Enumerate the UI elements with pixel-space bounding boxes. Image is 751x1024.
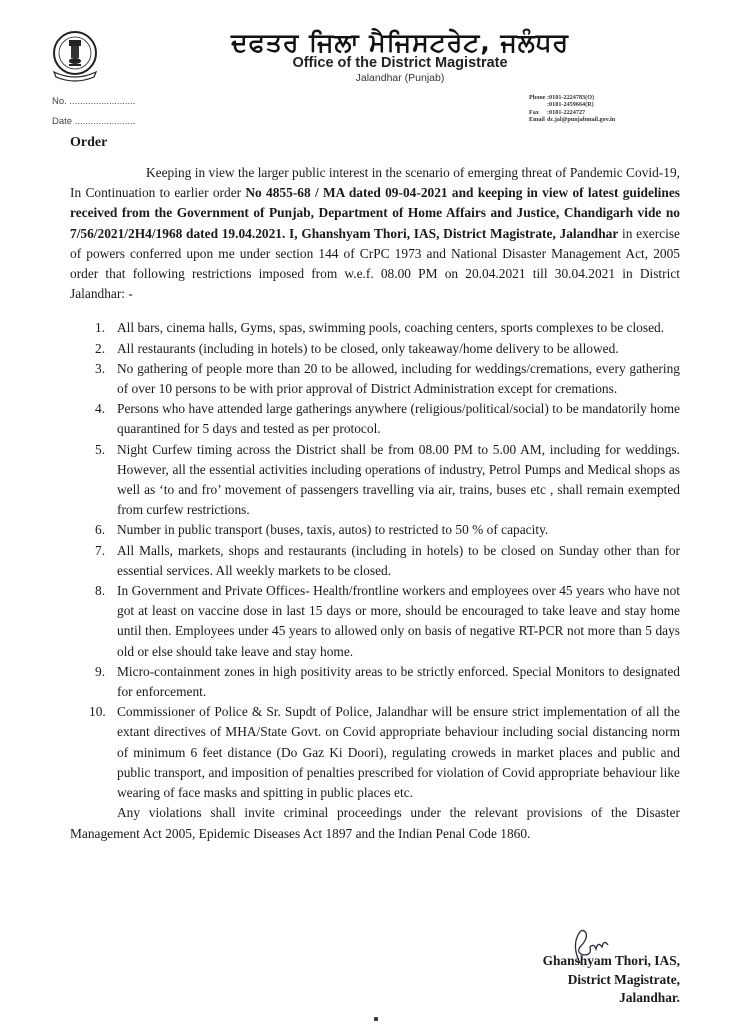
contact-value: dc.jal@punjabmail.gov.in [547, 116, 616, 124]
restriction-item [70, 541, 680, 581]
item-text: Micro-containment zones in high positivity areas to be strictly enforced. Special Monitors to designated for enforcement. [117, 663, 680, 700]
letterhead-title-english: Office of the District Magistrate [292, 55, 508, 71]
restriction-item [70, 318, 680, 338]
restrictions-list [70, 318, 680, 803]
contact-label [529, 101, 547, 108]
restriction-item [70, 399, 680, 439]
intro-text: Keeping in view the larger public interest in the scenario of emerging threat of Pandemic Covid-19, In Continuation to earlier order [70, 165, 680, 201]
item-text: Number in public transport (buses, taxis, autos) to restricted to 50 % of capacity. [117, 522, 549, 538]
order-body [70, 163, 680, 844]
item-text: In Government and Private Offices- Health/frontline workers and employees over 45 years who have not got at least on vaccine dose in last 15 days or more, should be encouraged to take leave and stay home until then. Employees under 45 years to allowed only on basis of negative RT-PCR not more than 5 days old or else should take leave and stay home. [117, 583, 680, 659]
restriction-item [70, 662, 680, 702]
contact-label: Email [529, 116, 545, 124]
restriction-item [70, 702, 680, 803]
signatory-place: Jalandhar. [619, 990, 680, 1005]
intro-text: in exercise of powers conferred upon me under section 144 of CrPC 1973 and National Disaster Management Act, 2005 order that following restrictions imposed from w.e.f. 08.00 PM on 20.04.2021 till 30.04.2021 in District Jalandhar: - [70, 225, 680, 302]
order-heading: Order [70, 135, 108, 150]
closing-paragraph: Any violations shall invite criminal proceedings under the relevant provisions of the Disaster Management Act 2005, Epidemic Diseases Act 1897 and the Indian Penal Code 1860. [70, 805, 680, 841]
item-text: Persons who have attended large gatherings anywhere (religious/political/social) to be mandatorily home quarantined for 5 days and tested as per protocol. [117, 401, 680, 437]
item-number: 8. [95, 583, 106, 599]
restriction-item [70, 359, 680, 399]
item-number: 3. [95, 360, 106, 376]
contact-phone-residence [529, 101, 615, 108]
item-number: 2. [95, 340, 106, 356]
item-number: 6. [95, 522, 106, 538]
restriction-item [70, 339, 680, 359]
item-text: All Malls, markets, shops and restaurants (including in hotels) to be closed on Sunday other than for essential services. All weekly markets to be closed. [117, 542, 680, 578]
contact-value: :0181-2224727 [547, 108, 586, 116]
state-emblem-icon [50, 30, 100, 84]
page-number-mark [374, 1017, 378, 1021]
intro-bold-text: No 4855-68 / MA dated 09-04-2021 and keeping in view of latest guidelines received from the Government of Punjab, Department of Home Affairs and Justice, Chandigarh vide no 7/56/2021/2H4/1968 dated 19.04.2021. I, Ghanshyam Thori, IAS, District Magistrate, Jalandhar [70, 185, 680, 241]
item-number: 9. [95, 663, 106, 679]
contact-fax [529, 109, 615, 116]
reference-number: No. ......................... [52, 96, 136, 107]
contact-label: Phone [529, 94, 546, 101]
signature-block [543, 952, 680, 1008]
item-text: Night Curfew timing across the District shall be from 08.00 PM to 5.00 AM, including for weddings. However, all the essential activities including operations of industry, Petrol Pumps and Medical shops as well as ‘to and fro’ movement of passengers travelling via air, trains, buses etc , shall remain exempted from curfew restrictions. [117, 441, 680, 518]
letterhead-title-punjabi: ਦਫਤਰ ਜਿਲਾ ਮੈਜਿਸਟਰੇਟ, ਜਲੰਧਰ [231, 28, 569, 57]
contact-block [529, 94, 615, 124]
intro-paragraph [70, 163, 680, 304]
contact-label: Fax [529, 108, 539, 116]
signatory-designation: District Magistrate, [567, 971, 680, 987]
item-text: No gathering of people more than 20 to be allowed, including for weddings/cremations, every gathering of over 10 persons to be with prior approval of District Administration except for cremations. [117, 360, 680, 397]
contact-email [529, 116, 615, 123]
contact-phone-office [529, 94, 615, 101]
letterhead [0, 0, 751, 130]
item-text: Commissioner of Police & Sr. Supdt of Police, Jalandhar will be ensure strict implementation of all the extant directives of MHA/State Govt. on Covid appropriate behaviour including social distancing norm of minimum 6 feet distance (Do Gaz Ki Doori), regulating croweds in market places and public and public transport, and imposition of penalties prescribed for violation of Covid appropriate behaviour like wearing of face masks and spitting in public places etc. [117, 704, 680, 801]
restriction-item [70, 440, 680, 521]
item-text: All bars, cinema halls, Gyms, spas, swimming pools, coaching centers, sports complexes to be closed. [117, 320, 665, 336]
item-number: 10. [89, 704, 106, 720]
contact-value: :0181-2224783(O) [547, 94, 595, 101]
contact-value: :0181-2459664(R) [547, 101, 594, 109]
reference-date: Date ....................... [52, 116, 136, 127]
item-text: All restaurants (including in hotels) to be closed, only takeaway/home delivery to be allowed. [117, 340, 619, 356]
item-number: 4. [95, 401, 106, 417]
restriction-item [70, 520, 680, 540]
item-number: 1. [95, 320, 106, 336]
item-number: 7. [95, 542, 106, 558]
signatory-name: Ghanshyam Thori, IAS, [542, 953, 680, 968]
restriction-item [70, 581, 680, 662]
item-number: 5. [95, 441, 106, 457]
letterhead-place: Jalandhar (Punjab) [355, 72, 445, 84]
